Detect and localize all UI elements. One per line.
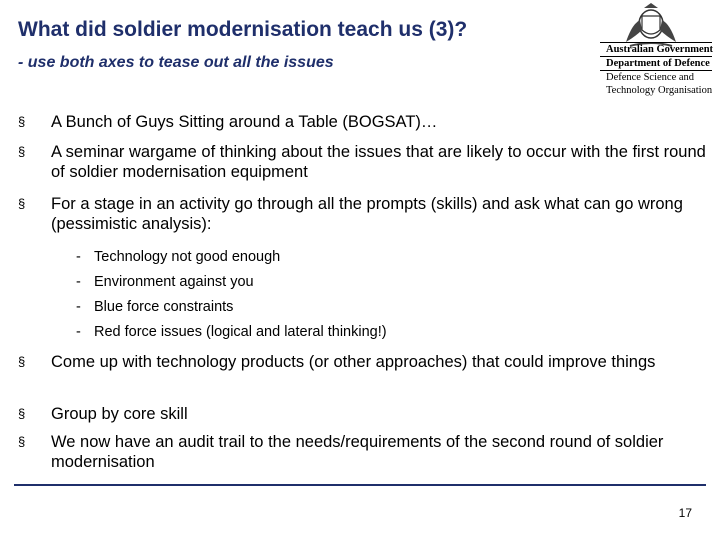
footer-divider <box>14 484 706 486</box>
sub-bullet-text: Environment against you <box>94 274 254 290</box>
bullet-text: A seminar wargame of thinking about the issues that are likely to occur with the first round of soldier modernisation equipment <box>51 143 706 181</box>
bullet-marker: § <box>18 114 26 129</box>
bullet-marker: § <box>18 196 26 211</box>
sub-bullet-marker: - <box>76 324 81 340</box>
bullet-text: A Bunch of Guys Sitting around a Table (BOGSAT)… <box>51 113 438 131</box>
slide-subtitle: - use both axes to tease out all the issues <box>18 54 334 71</box>
page-number: 17 <box>678 506 692 520</box>
bullet-text: Group by core skill <box>51 405 188 423</box>
sub-bullet-text: Technology not good enough <box>94 249 281 265</box>
logo-line-2: Department of Defence <box>600 57 712 71</box>
sub-bullet-marker: - <box>76 299 81 315</box>
bullet-text: For a stage in an activity go through all the prompts (skills) and ask what can go wrong (pessimistic analysis): <box>51 195 683 233</box>
sub-bullet-text: Red force issues (logical and lateral thinking!) <box>94 324 387 340</box>
logo-line-1: Australian Government <box>600 42 712 57</box>
logo-line-4: Technology Organisation <box>606 85 713 96</box>
slide-title: What did soldier modernisation teach us (3)? <box>18 18 468 41</box>
bullet-marker: § <box>18 354 26 369</box>
bullet-marker: § <box>18 434 26 449</box>
bullet-marker: § <box>18 406 26 421</box>
logo-line-3: Defence Science and <box>606 72 695 83</box>
dsto-logo <box>600 2 712 102</box>
bullet-text: We now have an audit trail to the needs/requirements of the second round of soldier modernisation <box>51 433 664 471</box>
sub-bullet-marker: - <box>76 274 81 290</box>
sub-bullet-marker: - <box>76 249 81 265</box>
bullet-text: Come up with technology products (or other approaches) that could improve things <box>51 353 656 371</box>
sub-bullet-text: Blue force constraints <box>94 299 234 315</box>
bullet-marker: § <box>18 144 26 159</box>
